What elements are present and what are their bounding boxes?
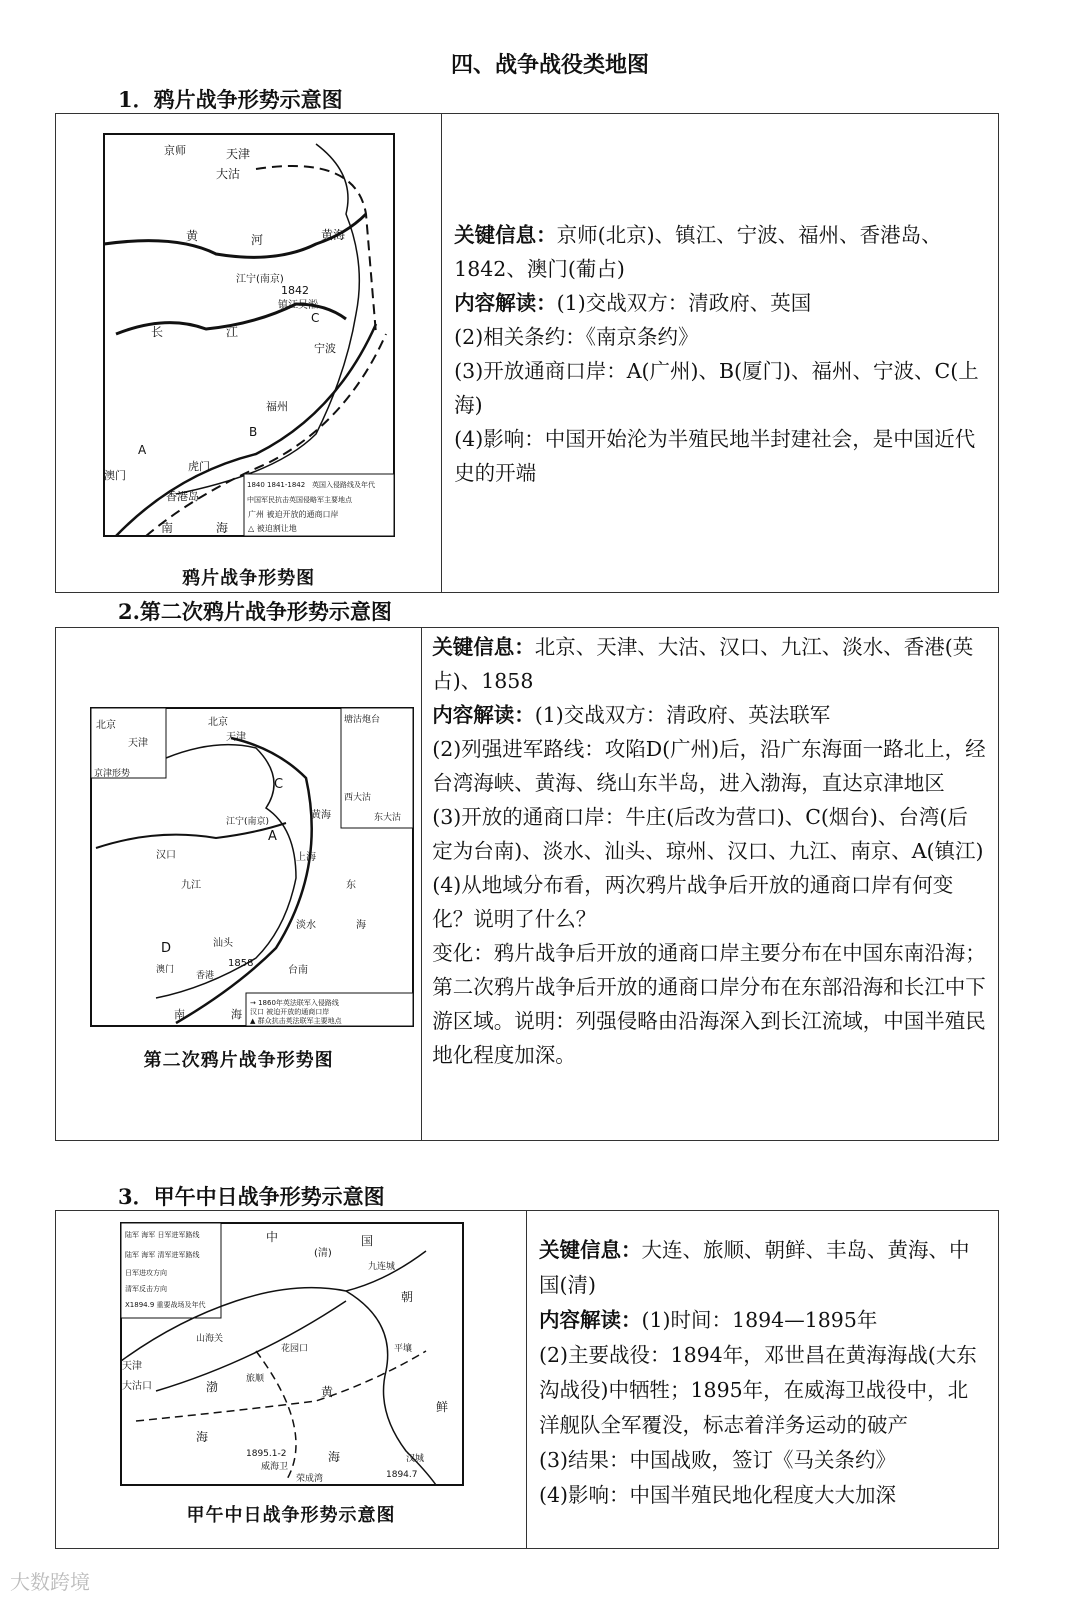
map-label-tanggu-fort: 塘沽炮台 (344, 715, 381, 725)
info-line: 关键信息：京师(北京)、镇江、宁波、福州、香港岛、1842、澳门(葡占) (454, 223, 942, 281)
map-label-jiuliancheng: 九连城 (368, 1262, 396, 1272)
svg-text:汉口: 汉口 (156, 850, 176, 861)
info-line: (2)相关条约：《南京条约》 (454, 325, 699, 349)
svg-text:黄海: 黄海 (311, 810, 331, 821)
svg-text:1858: 1858 (228, 958, 254, 969)
svg-text:大沽: 大沽 (216, 167, 241, 181)
svg-text:B: B (249, 425, 258, 439)
map-label-jiangning: 江宁(南京) (236, 274, 284, 285)
svg-text:国: 国 (361, 1234, 374, 1248)
page-title: 四、战争战役类地图 (450, 52, 649, 78)
svg-text:海: 海 (196, 1430, 209, 1444)
map-label-jiangning: 江宁(南京) (226, 817, 270, 827)
info-line: 内容解读：(1)时间：1894—1895年 (538, 1308, 878, 1332)
svg-text:平壤: 平壤 (394, 1344, 413, 1354)
svg-text:虎门: 虎门 (188, 460, 210, 473)
svg-text:上海: 上海 (296, 852, 316, 863)
svg-text:北京: 北京 (96, 720, 116, 731)
info-line: 内容解读：(1)交战双方：清政府、英国 (454, 291, 812, 315)
svg-text:花园口: 花园口 (281, 1344, 309, 1354)
watermark: 大数跨境 (10, 1570, 90, 1594)
svg-text:海: 海 (356, 920, 366, 931)
svg-text:广州 被迫开放的通商口岸: 广州 被迫开放的通商口岸 (248, 510, 339, 519)
svg-text:A: A (268, 829, 277, 844)
svg-text:天津: 天津 (226, 732, 246, 743)
svg-text:黄海: 黄海 (321, 228, 346, 242)
info-line: (4)从地域分布看，两次鸦片战争后开放的通商口岸有何变化？说明了什么？ (432, 873, 954, 931)
svg-text:A: A (138, 443, 147, 457)
info-line: (3)开放的通商口岸：牛庄(后改为营口)、C(烟台)、台湾(后定为台南)、淡水、汕头、琼州、汉口、九江、南京、A(镇江) (432, 805, 984, 863)
svg-text:日军进攻方向: 日军进攻方向 (125, 1269, 167, 1277)
info-line: 关键信息：北京、天津、大沽、汉口、九江、淡水、香港(英占)、1858 (432, 635, 974, 693)
svg-text:长: 长 (151, 325, 164, 339)
info-line: (4)影响：中国开始沦为半殖民地半封建社会，是中国近代史的开端 (454, 427, 976, 485)
svg-text:海: 海 (328, 1450, 341, 1464)
svg-text:陆军 海军 日军进军路线: 陆军 海军 日军进军路线 (125, 1231, 200, 1239)
svg-text:福州: 福州 (266, 400, 288, 413)
svg-text:鲜: 鲜 (436, 1400, 449, 1414)
svg-text:陆军 海军 清军进军路线: 陆军 海军 清军进军路线 (125, 1251, 200, 1259)
svg-text:C: C (274, 777, 284, 792)
info-line: 关键信息：大连、旅顺、朝鲜、丰岛、黄海、中国(清) (538, 1238, 970, 1297)
svg-text:香港岛: 香港岛 (166, 490, 199, 503)
svg-text:D: D (161, 941, 172, 956)
map-caption: 甲午中日战争形势示意图 (186, 1505, 396, 1526)
svg-text:山海关: 山海关 (196, 1334, 224, 1344)
map-label-zhenjiang-wusong: 镇江吴淞 (278, 300, 318, 311)
svg-text:C: C (311, 311, 320, 325)
svg-text:南: 南 (174, 1008, 185, 1021)
svg-text:汕头: 汕头 (213, 938, 233, 949)
info-line: (2)主要战役：1894年，邓世昌在黄海海战(大东沟战役)中牺牲；1895年，在威海卫战役中，北洋舰队全军覆没，标志着洋务运动的破产 (538, 1343, 977, 1437)
svg-text:旅顺: 旅顺 (246, 1374, 265, 1384)
text-cell (527, 1211, 998, 1548)
svg-text:海: 海 (216, 521, 229, 535)
svg-text:△ 被迫割让地: △ 被迫割让地 (248, 524, 297, 533)
svg-text:(清): (清) (314, 1248, 332, 1259)
map-label-east-dagu: 东大沽 (374, 813, 402, 823)
svg-text:大沽口: 大沽口 (122, 1381, 152, 1392)
map-label-west-dagu: 西大沽 (344, 793, 372, 803)
svg-text:1895.1-2: 1895.1-2 (246, 1449, 287, 1459)
map-cell (56, 628, 422, 1140)
svg-text:威海卫: 威海卫 (261, 1462, 289, 1472)
section-table-1 (55, 113, 999, 593)
svg-text:河: 河 (251, 233, 264, 247)
svg-text:江: 江 (226, 325, 239, 339)
svg-text:朝: 朝 (401, 1290, 414, 1304)
map-label-fengdao-year: 1894.7 (386, 1470, 418, 1480)
map-cell (56, 114, 442, 592)
svg-text:澳门: 澳门 (104, 469, 126, 482)
map-caption: 第二次鸦片战争形势图 (143, 1050, 334, 1071)
svg-text:渤: 渤 (206, 1380, 219, 1394)
svg-text:天津: 天津 (128, 738, 148, 749)
map-cell (56, 1211, 527, 1548)
svg-text:天津: 天津 (226, 147, 251, 161)
svg-text:X1894.9 重要战场及年代: X1894.9 重要战场及年代 (125, 1301, 206, 1309)
svg-text:南: 南 (161, 521, 174, 535)
info-line: (3)开放通商口岸：A(广州)、B(厦门)、福州、宁波、C(上海) (454, 359, 979, 417)
svg-text:海: 海 (231, 1008, 242, 1021)
svg-text:▲ 群众抗击英法联军主要地点: ▲ 群众抗击英法联军主要地点 (250, 1017, 342, 1025)
svg-text:京津形势: 京津形势 (94, 769, 131, 779)
svg-text:北京: 北京 (208, 717, 228, 728)
text-cell (422, 628, 998, 1140)
info-line: 变化：鸦片战争后开放的通商口岸主要分布在中国东南沿海；第二次鸦片战争后开放的通商口岸分布在东部沿海和长江中下游区域。说明：列强侵略由沿海深入到长江流域，中国半殖民地化程度加深。 (432, 941, 986, 1067)
svg-text:台南: 台南 (288, 965, 308, 976)
info-line: (3)结果：中国战败，签订《马关条约》 (538, 1448, 897, 1472)
svg-text:九江: 九江 (181, 880, 201, 891)
section-table-3 (55, 1210, 999, 1549)
svg-text:淡水: 淡水 (296, 920, 316, 931)
legend-years: 1840 1841-1842 (247, 481, 306, 489)
map-label: 京师 (164, 144, 186, 157)
svg-text:汉口 被迫开放的通商口岸: 汉口 被迫开放的通商口岸 (250, 1008, 330, 1016)
legend-resistance: 中国军民抗击英国侵略军主要地点 (247, 496, 352, 504)
sino-japanese-war-map (56, 1211, 528, 1550)
svg-text:中: 中 (266, 1230, 279, 1244)
section-heading-2: 2.第二次鸦片战争形势示意图 (118, 599, 392, 624)
svg-text:汉城: 汉城 (406, 1454, 425, 1464)
section-heading-1: 1．鸦片战争形势示意图 (118, 87, 343, 112)
info-line: (2)列强进军路线：攻陷D(广州)后，沿广东海面一路北上，经台湾海峡、黄海、绕山东半岛，进入渤海，直达京津地区 (432, 737, 986, 795)
svg-text:英国入侵路线及年代: 英国入侵路线及年代 (312, 481, 375, 489)
svg-text:澳门: 澳门 (156, 965, 175, 975)
text-cell (442, 114, 998, 592)
svg-text:→ 1860年英法联军入侵路线: → 1860年英法联军入侵路线 (250, 999, 339, 1007)
section-heading-3: 3．甲午中日战争形势示意图 (118, 1184, 385, 1209)
map-label-rongcheng-bay: 荣成湾 (296, 1474, 324, 1484)
svg-text:东: 东 (346, 880, 356, 891)
section-table-2 (55, 627, 999, 1141)
svg-text:宁波: 宁波 (314, 342, 336, 355)
info-line: 内容解读：(1)交战双方：清政府、英法联军 (432, 703, 831, 727)
info-line: (4)影响：中国半殖民地化程度大大加深 (538, 1483, 897, 1507)
svg-text:黄: 黄 (186, 229, 199, 243)
svg-text:香港: 香港 (196, 971, 215, 981)
svg-text:黄: 黄 (321, 1385, 334, 1399)
svg-text:清军反击方向: 清军反击方向 (125, 1285, 167, 1293)
svg-text:1842: 1842 (281, 284, 309, 297)
svg-text:天津: 天津 (122, 1361, 142, 1372)
map-caption: 鸦片战争形势图 (182, 568, 316, 589)
opium-war-map (56, 114, 443, 594)
